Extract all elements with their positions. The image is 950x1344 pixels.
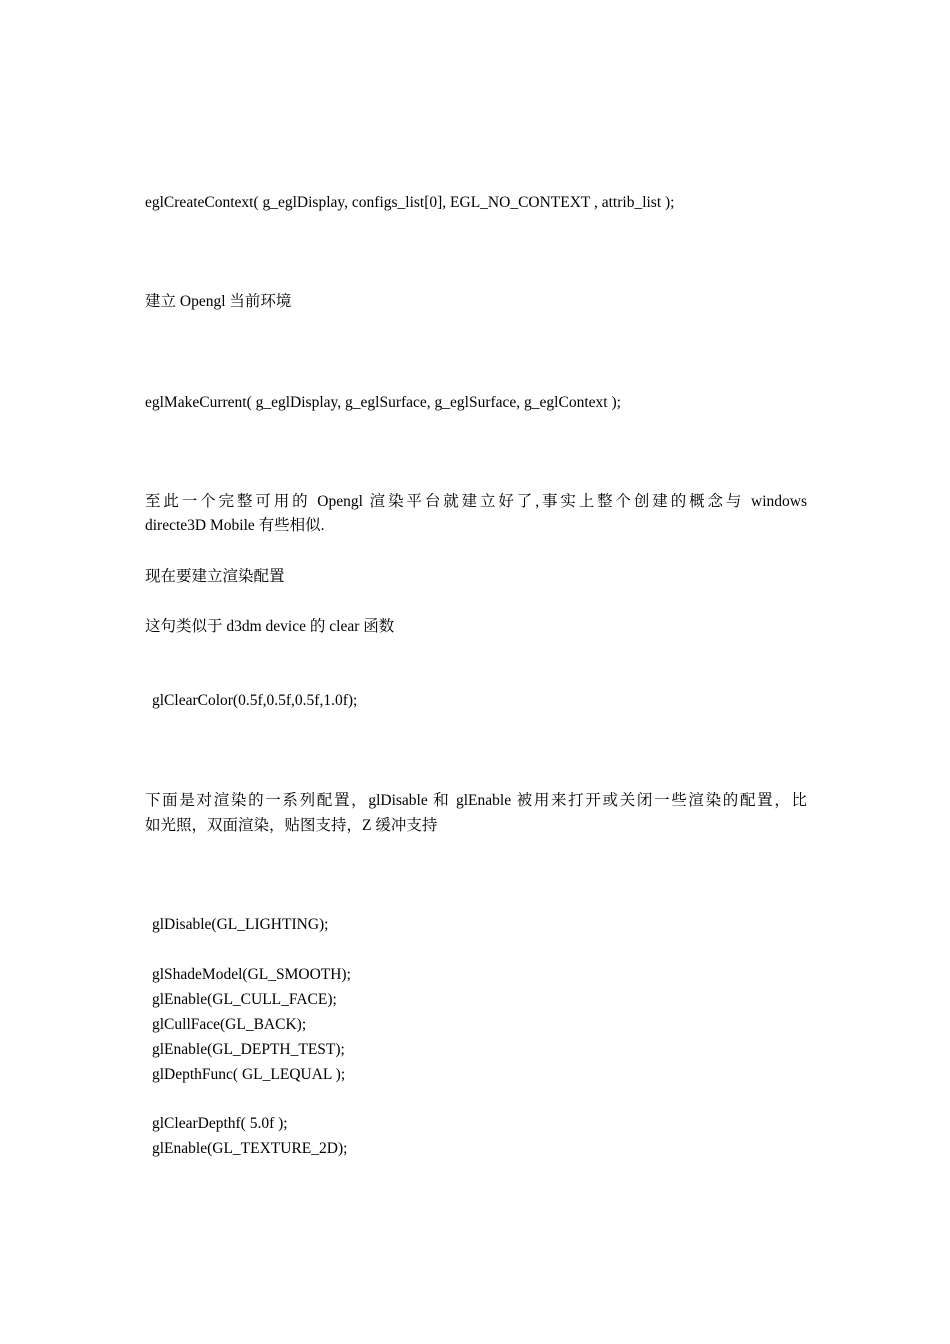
text-build-opengl-env: 建立 Opengl 当前环境 bbox=[145, 293, 292, 310]
code-gl-disable-lighting: glDisable(GL_LIGHTING); bbox=[152, 916, 329, 933]
text-clear-function: 这句类似于 d3dm device 的 clear 函数 bbox=[145, 618, 395, 635]
paragraph-platform-built-line2: directe3D Mobile 有些相似. bbox=[145, 517, 325, 534]
code-gl-clear-depth: glClearDepthf( 5.0f ); bbox=[152, 1115, 288, 1132]
paragraph-render-settings-line2: 如光照，双面渲染，贴图支持，Z 缓冲支持 bbox=[145, 817, 438, 834]
paragraph-platform-built-line1: 至此一个完整可用的 Opengl 渲染平台就建立好了,事实上整个创建的概念与 windows bbox=[145, 493, 807, 510]
text-render-config: 现在要建立渲染配置 bbox=[145, 568, 285, 585]
code-gl-enable-cull-face: glEnable(GL_CULL_FACE); bbox=[152, 991, 337, 1008]
code-egl-make-current: eglMakeCurrent( g_eglDisplay, g_eglSurface, g_eglSurface, g_eglContext ); bbox=[145, 394, 621, 411]
code-gl-enable-texture-2d: glEnable(GL_TEXTURE_2D); bbox=[152, 1140, 348, 1157]
code-gl-clear-color: glClearColor(0.5f,0.5f,0.5f,1.0f); bbox=[152, 692, 358, 709]
code-egl-create-context: eglCreateContext( g_eglDisplay, configs_list[0], EGL_NO_CONTEXT , attrib_list ); bbox=[145, 194, 675, 211]
code-gl-cull-face: glCullFace(GL_BACK); bbox=[152, 1016, 307, 1033]
paragraph-render-settings-line1: 下面是对渲染的一系列配置，glDisable 和 glEnable 被用来打开或关闭一些渲染的配置，比 bbox=[145, 792, 807, 809]
code-gl-enable-depth-test: glEnable(GL_DEPTH_TEST); bbox=[152, 1041, 345, 1058]
code-gl-depth-func: glDepthFunc( GL_LEQUAL ); bbox=[152, 1066, 346, 1083]
code-gl-shade-model: glShadeModel(GL_SMOOTH); bbox=[152, 966, 351, 983]
